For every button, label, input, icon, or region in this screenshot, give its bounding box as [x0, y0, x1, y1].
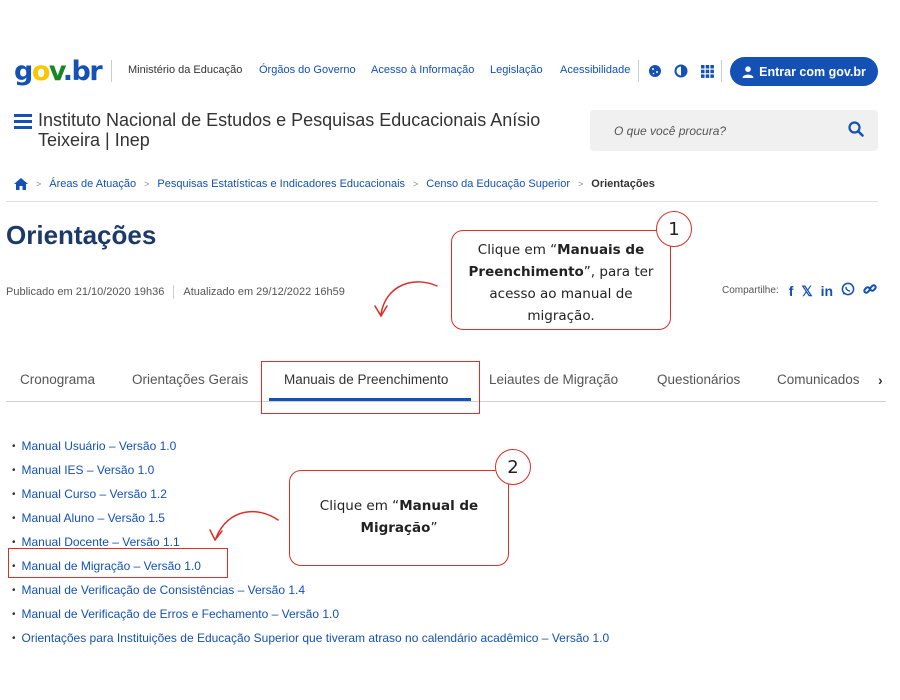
- arrow-step2: [216, 512, 278, 538]
- login-label: Entrar com gov.br: [759, 64, 866, 79]
- chevron-right-icon: >: [413, 179, 419, 189]
- linkedin-icon[interactable]: in: [820, 282, 834, 299]
- ministry-label: Ministério da Educação: [128, 64, 243, 76]
- share-label: Compartilhe:: [722, 285, 779, 296]
- updated-date: Atualizado em 29/12/2022 16h59: [183, 286, 345, 298]
- step-number-badge: 2: [495, 449, 531, 485]
- site-title[interactable]: Instituto Nacional de Estudos e Pesquisas Educacionais Anísio Teixeira | Inep: [38, 110, 541, 150]
- manual-link[interactable]: Manual Docente – Versão 1.1: [21, 535, 180, 549]
- chevron-right-icon: >: [36, 179, 42, 189]
- list-item[interactable]: • Manual de Verificação de Erros e Fechamento – Versão 1.0: [12, 607, 340, 621]
- breadcrumb-current: Orientações: [591, 178, 655, 190]
- govbr-logo[interactable]: gov.br: [14, 56, 102, 87]
- manual-link[interactable]: Manual Usuário – Versão 1.0: [21, 439, 177, 453]
- manual-link[interactable]: Orientações para Instituições de Educação Superior que tiveram atraso no calendário acadêmico – Versão 1.0: [21, 631, 610, 645]
- list-item[interactable]: • Manual de Verificação de Consistências – Versão 1.4: [12, 583, 306, 597]
- link-legislacao[interactable]: Legislação: [490, 64, 543, 76]
- arrow-step2-head: [210, 530, 222, 540]
- chevron-right-icon[interactable]: ›: [878, 372, 883, 388]
- list-item[interactable]: • Manual Curso – Versão 1.2: [12, 487, 167, 501]
- arrow-step1: [381, 282, 437, 314]
- manual-link[interactable]: Manual IES – Versão 1.0: [21, 463, 155, 477]
- list-item[interactable]: • Orientações para Instituições de Educação Superior que tiveram atraso no calendário acadêmico – Versão 1.0: [12, 631, 610, 645]
- list-item[interactable]: • Manual Aluno – Versão 1.5: [12, 511, 165, 525]
- tab-comunicados[interactable]: Comunicados: [777, 372, 860, 387]
- annotation-callout-step2: Clique em “Manual de Migração”: [289, 470, 509, 566]
- list-item[interactable]: • Manual de Migração – Versão 1.0: [12, 559, 201, 573]
- tab-manuais-preenchimento[interactable]: Manuais de Preenchimento: [284, 372, 449, 387]
- chevron-right-icon: >: [144, 179, 150, 189]
- page-title: Orientações: [6, 220, 157, 250]
- tab-questionarios[interactable]: Questionários: [657, 372, 741, 387]
- breadcrumb-link[interactable]: Pesquisas Estatísticas e Indicadores Educacionais: [157, 178, 406, 190]
- facebook-icon[interactable]: f: [788, 282, 794, 299]
- manual-link[interactable]: Manual de Verificação de Erros e Fechamento – Versão 1.0: [21, 607, 340, 621]
- published-date: Publicado em 21/10/2020 19h36: [6, 286, 165, 298]
- manual-link[interactable]: Manual Aluno – Versão 1.5: [21, 511, 165, 525]
- link-orgaos-governo[interactable]: Órgãos do Governo: [259, 64, 356, 76]
- tab-orientacoes-gerais[interactable]: Orientações Gerais: [132, 372, 249, 387]
- chevron-right-icon: >: [578, 179, 584, 189]
- breadcrumb-link[interactable]: Áreas de Atuação: [49, 178, 137, 190]
- tab-leiautes-migracao[interactable]: Leiautes de Migração: [489, 372, 619, 387]
- search-placeholder: O que você procura?: [614, 124, 727, 138]
- link-acesso-informacao[interactable]: Acesso à Informação: [371, 64, 475, 76]
- list-item[interactable]: • Manual Docente – Versão 1.1: [12, 535, 180, 549]
- breadcrumb-link[interactable]: Censo da Educação Superior: [426, 178, 570, 190]
- annotation-callout-step1: Clique em “Manuais de Preenchimento”, para ter acesso ao manual de migração.: [451, 230, 671, 330]
- manual-migracao-link[interactable]: Manual de Migração – Versão 1.0: [21, 559, 201, 573]
- tab-cronograma[interactable]: Cronograma: [20, 372, 96, 387]
- list-item[interactable]: • Manual IES – Versão 1.0: [12, 463, 155, 477]
- x-twitter-icon[interactable]: 𝕏: [801, 282, 813, 299]
- link-acessibilidade[interactable]: Acessibilidade: [560, 64, 631, 76]
- list-item[interactable]: • Manual Usuário – Versão 1.0: [12, 439, 177, 453]
- manual-link[interactable]: Manual de Verificação de Consistências – Versão 1.4: [21, 583, 306, 597]
- step-number-badge: 1: [656, 211, 692, 247]
- manual-link[interactable]: Manual Curso – Versão 1.2: [21, 487, 167, 501]
